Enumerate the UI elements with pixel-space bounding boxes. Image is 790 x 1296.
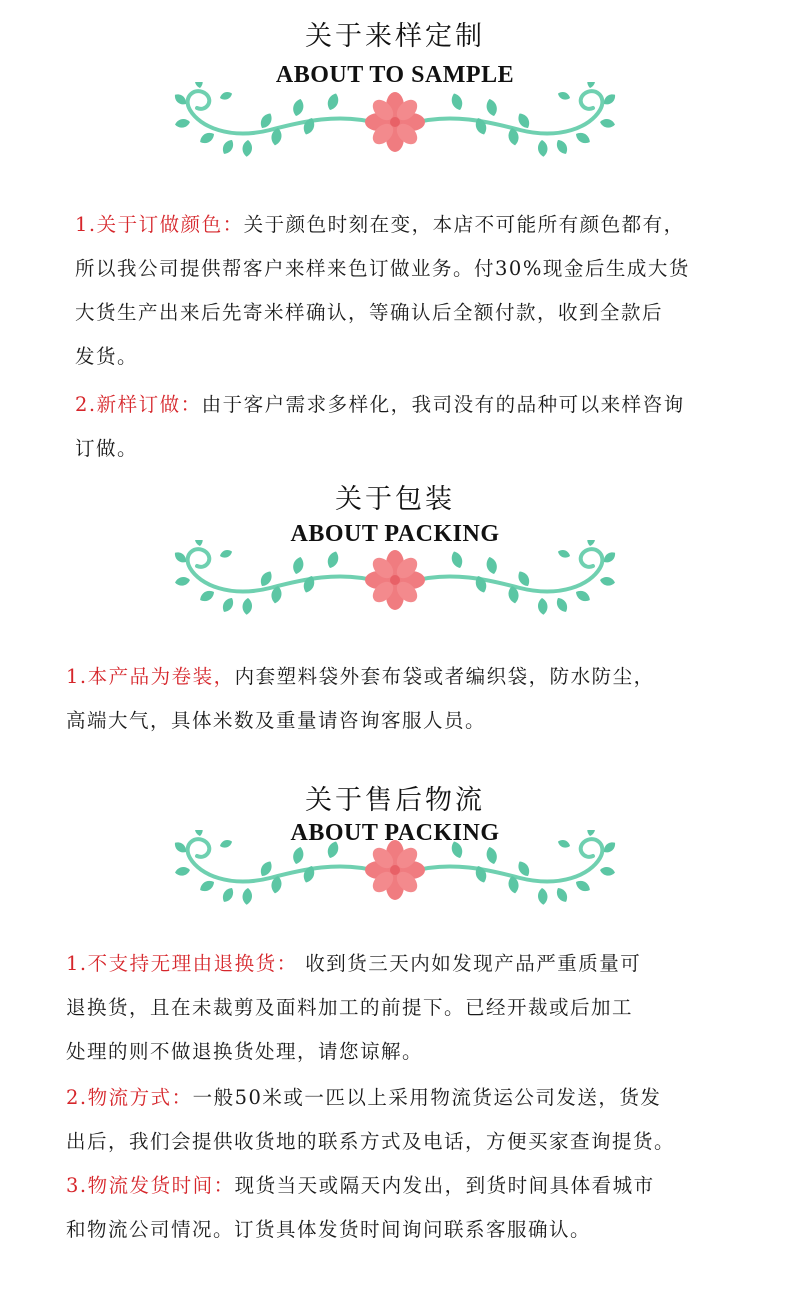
section-title-zh: 关于包装: [335, 484, 455, 515]
paragraph-line: 现货当天或隔天内发出，到货时间具体看城市: [234, 1174, 655, 1197]
paragraph-shipping-time: [66, 1164, 655, 1252]
paragraph-line: 收到货三天内如发现产品严重质量可: [297, 952, 642, 975]
paragraph-custom-color: [75, 203, 690, 379]
floral-vine-ornament: [0, 540, 790, 640]
paragraph-line: 内套塑料袋外套布袋或者编织袋，防水防尘，: [234, 665, 655, 688]
paragraph-heading: 1.本产品为卷装，: [66, 665, 235, 688]
section-title-zh: 关于售后物流: [305, 785, 485, 816]
paragraph-heading: 1.关于订做颜色：: [75, 213, 244, 236]
paragraph-returns: [66, 942, 641, 1074]
section-header-packing: [0, 483, 790, 548]
paragraph-packing: [66, 655, 655, 743]
paragraph-heading: 1.不支持无理由退换货：: [66, 952, 298, 975]
paragraph-line: 一般50米或一匹以上采用物流货运公司发送，货发: [192, 1086, 662, 1109]
paragraph-heading: 3.物流发货时间：: [66, 1174, 235, 1197]
section-title-en: ABOUT TO SAMPLE: [275, 62, 515, 88]
paragraph-line: 关于颜色时刻在变，本店不可能所有颜色都有，: [243, 213, 685, 236]
paragraph-line: 所以我公司提供帮客户来样来色订做业务。付30%现金后生成大货: [75, 257, 690, 280]
paragraph-line: 和物流公司情况。订货具体发货时间询问联系客服确认。: [66, 1218, 592, 1241]
section-title-en: ABOUT PACKING: [290, 521, 500, 547]
paragraph-line: 高端大气，具体米数及重量请咨询客服人员。: [66, 709, 487, 732]
paragraph-line: 退换货，且在未裁剪及面料加工的前提下。已经开裁或后加工: [66, 996, 634, 1019]
floral-vine-ornament: [0, 82, 790, 182]
paragraph-shipping-method: [66, 1076, 675, 1164]
paragraph-line: 订做。: [75, 437, 139, 460]
section-title-en: ABOUT PACKING: [290, 820, 500, 846]
paragraph-line: 由于客户需求多样化，我司没有的品种可以来样咨询: [201, 393, 685, 416]
floral-vine-ornament: [0, 830, 790, 930]
paragraph-heading: 2.物流方式：: [66, 1086, 193, 1109]
paragraph-line: 发货。: [75, 345, 139, 368]
paragraph-heading: 2.新样订做：: [75, 393, 202, 416]
paragraph-line: 出后，我们会提供收货地的联系方式及电话，方便买家查询提货。: [66, 1130, 676, 1153]
paragraph-new-sample: [75, 383, 685, 471]
section-header-sample: [0, 20, 790, 89]
paragraph-line: 处理的则不做退换货处理，请您谅解。: [66, 1040, 424, 1063]
section-title-zh: 关于来样定制: [305, 21, 485, 52]
paragraph-line: 大货生产出来后先寄米样确认，等确认后全额付款，收到全款后: [75, 301, 664, 324]
